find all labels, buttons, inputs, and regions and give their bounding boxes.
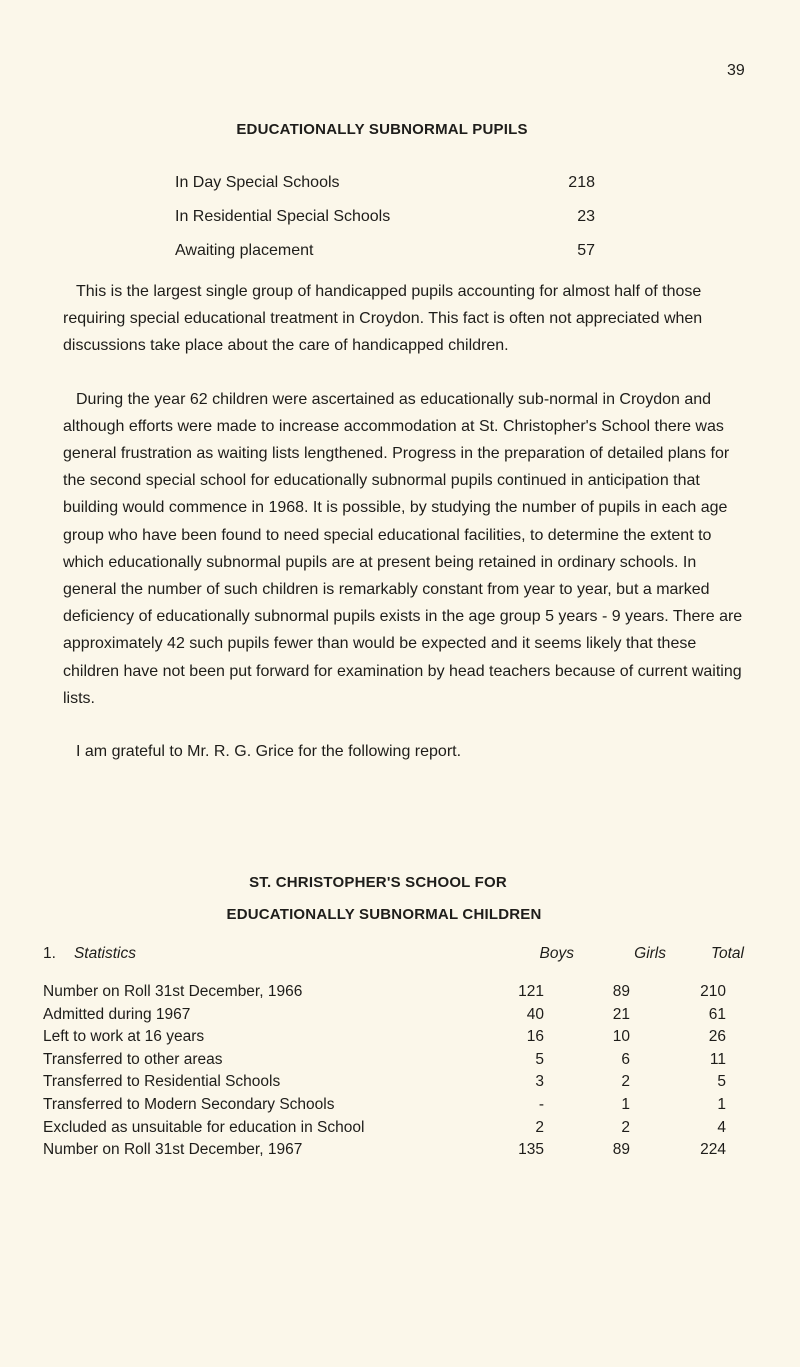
section-title-school: ST. CHRISTOPHER'S SCHOOL FOR [249, 874, 507, 891]
cell-total: 210 [700, 983, 726, 1000]
summary-value: 57 [577, 242, 595, 259]
cell-girls: 1 [621, 1095, 630, 1113]
row-label: Transferred to other areas [43, 1050, 223, 1068]
cell-girls: 21 [612, 1005, 630, 1023]
summary-label: Awaiting placement [175, 242, 314, 259]
cell-total: 26 [708, 1028, 726, 1046]
table-row [43, 1004, 745, 1027]
column-header-boys: Boys [539, 945, 574, 962]
table-row [43, 1094, 745, 1117]
column-header-girls: Girls [634, 945, 666, 962]
cell-total: 11 [709, 1050, 726, 1068]
cell-girls: 89 [612, 1141, 630, 1159]
summary-label: In Day Special Schools [175, 174, 340, 191]
paragraph: This is the largest single group of handicapped pupils accounting for almost half of those requiring special educational treatment in Croydon. This fact is often not appreciated when discussions take place about the care of handicapped children. [63, 283, 703, 355]
row-label: Left to work at 16 years [43, 1028, 205, 1046]
cell-boys: - [538, 1095, 544, 1113]
cell-total: 224 [700, 1141, 726, 1159]
row-label: Transferred to Modern Secondary Schools [43, 1095, 335, 1113]
statistics-header [43, 943, 745, 981]
summary-label: In Residential Special Schools [175, 208, 391, 225]
summary-row [175, 240, 595, 274]
table-row [43, 981, 745, 1004]
cell-boys: 121 [518, 983, 544, 1000]
heading-number: 1. [43, 945, 56, 962]
cell-total: 4 [717, 1118, 726, 1136]
body-text [63, 278, 749, 791]
paragraph: During the year 62 children were ascertained as educationally sub-normal in Croydon and although efforts were made to increase accommodation at St. Christopher's School there was general frustration as waiting lists lengthened. Progress in the preparation of detailed plans for the second special school for educationally subnormal pupils continued in anticipation that building would commence in 1968. It is possible, by studying the number of pupils in each age group who have been found to need special educational facilities, to determine the extent to which educationally subnormal pupils are at present being retained in ordinary schools. In general the number of such children is remarkably constant from year to year, but a marked deficiency of educationally subnormal pupils exists in the age group 5 years - 9 years. There are approximately 42 such pupils fewer than would be expected and it seems likely that these children have not been put forward for examination by head teachers because of current waiting lists. [63, 390, 743, 707]
summary-value: 23 [577, 208, 595, 225]
table-row [43, 1117, 745, 1140]
row-label: Excluded as unsuitable for education in School [43, 1118, 365, 1136]
cell-girls: 10 [612, 1028, 630, 1046]
cell-total: 5 [717, 1073, 726, 1091]
cell-boys: 3 [535, 1073, 544, 1091]
statistics-heading [43, 943, 491, 981]
cell-boys: 5 [535, 1050, 544, 1068]
paragraph: I am grateful to Mr. R. G. Grice for the following report. [76, 743, 462, 761]
cell-girls: 2 [621, 1073, 630, 1091]
cell-boys: 40 [526, 1005, 544, 1023]
table-row [43, 1049, 745, 1072]
summary-list [175, 172, 595, 274]
heading-label: Statistics [73, 945, 136, 962]
cell-total: 61 [708, 1005, 726, 1023]
summary-row [175, 206, 595, 240]
cell-total: 1 [717, 1095, 726, 1113]
summary-row [175, 172, 595, 206]
row-label: Admitted during 1967 [43, 1005, 191, 1023]
table-row [43, 1139, 745, 1162]
statistics-table [43, 943, 745, 1162]
row-label: Number on Roll 31st December, 1967 [43, 1141, 303, 1159]
table-row [43, 1071, 745, 1094]
section-subtitle-school: EDUCATIONALLY SUBNORMAL CHILDREN [226, 906, 542, 923]
cell-girls: 6 [621, 1050, 630, 1068]
cell-girls: 2 [621, 1118, 630, 1136]
cell-boys: 2 [535, 1118, 544, 1136]
summary-value: 218 [568, 174, 595, 191]
row-label: Transferred to Residential Schools [43, 1073, 281, 1091]
table-row [43, 1026, 745, 1049]
column-header-total: Total [710, 945, 744, 962]
cell-girls: 89 [612, 983, 630, 1000]
section-title-esn-pupils: EDUCATIONALLY SUBNORMAL PUPILS [236, 121, 528, 138]
cell-boys: 16 [526, 1028, 544, 1046]
row-label: Number on Roll 31st December, 1966 [43, 983, 303, 1000]
page-number: 39 [727, 62, 745, 79]
cell-boys: 135 [518, 1141, 544, 1159]
